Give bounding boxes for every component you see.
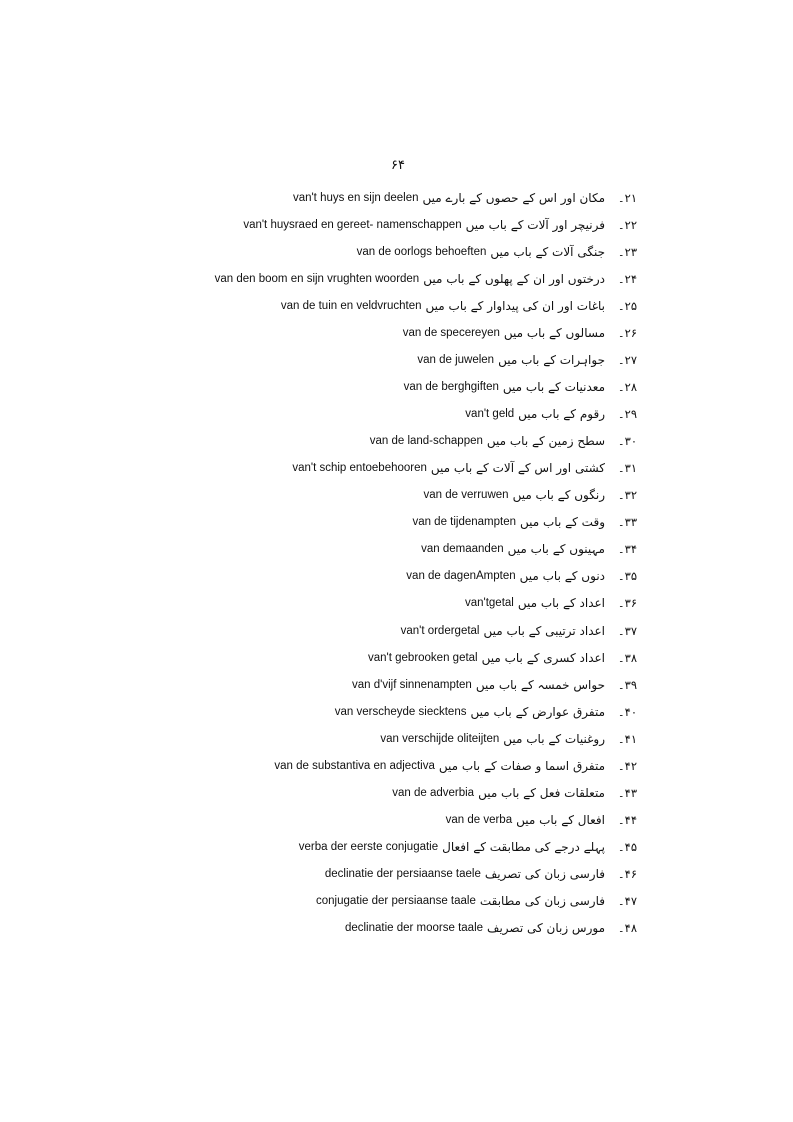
chapter-title-urdu: رقوم کے باب میں (518, 407, 605, 422)
chapter-number: ۴۴۔ (617, 812, 637, 827)
chapter-title-dutch: van verschijde oliteijten (380, 732, 500, 745)
chapter-number: ۲۴۔ (617, 271, 637, 286)
chapter-number: ۳۵۔ (617, 569, 637, 584)
chapter-entry (0, 888, 793, 915)
chapter-number: ۲۹۔ (617, 407, 637, 422)
chapter-title-dutch: van de land-schappen (369, 435, 483, 448)
chapter-title-urdu: سطح زمین کے باب میں (486, 434, 605, 449)
chapter-entry (0, 644, 793, 671)
chapter-number: ۴۰۔ (617, 704, 637, 719)
chapter-number: ۳۷۔ (617, 623, 637, 638)
chapter-title-dutch: van de berghgiften (403, 380, 499, 393)
chapter-entry (0, 184, 793, 211)
chapter-title-dutch: declinatie der persiaanse taele (324, 868, 481, 881)
chapter-title-urdu: حواس خمسہ کے باب میں (475, 677, 605, 692)
chapter-number: ۳۰۔ (617, 434, 637, 449)
chapter-title-dutch: van de verba (445, 813, 513, 826)
chapter-entry (0, 211, 793, 238)
chapter-entry (0, 752, 793, 779)
chapter-number: ۲۶۔ (617, 325, 637, 340)
chapter-title-dutch: van't gebrooken getal (368, 651, 478, 664)
chapter-title-dutch: van't huys en sijn deelen (292, 191, 419, 204)
chapter-title-urdu: مہینوں کے باب میں (507, 542, 605, 557)
chapter-number: ۲۱۔ (617, 190, 637, 205)
chapter-number: ۳۴۔ (617, 542, 637, 557)
chapter-title-dutch: van de specereyen (402, 326, 500, 339)
chapter-title-dutch: van't ordergetal (400, 624, 480, 637)
chapter-title-urdu: معدنیات کے باب میں (502, 379, 605, 394)
chapter-title-urdu: افعال کے باب میں (516, 812, 605, 827)
chapter-entry (0, 915, 793, 942)
chapter-entry (0, 319, 793, 346)
chapter-title-urdu: فرنیچر اور آلات کے باب میں (465, 217, 605, 232)
page-number: ۶۴ (391, 158, 405, 173)
chapter-title-dutch: van't geld (465, 408, 515, 421)
chapter-entry (0, 401, 793, 428)
chapter-title-dutch: van d'vijf sinnenampten (352, 678, 472, 691)
chapter-entry (0, 265, 793, 292)
chapter-number: ۳۹۔ (617, 677, 637, 692)
chapter-entry (0, 806, 793, 833)
chapter-entry (0, 725, 793, 752)
chapter-entry (0, 698, 793, 725)
chapter-number: ۳۶۔ (617, 596, 637, 611)
chapter-title-dutch: verba der eerste conjugatie (298, 841, 439, 854)
chapter-title-urdu: فارسی زبان کی مطابقت (479, 894, 605, 909)
chapter-title-urdu: متعلقات فعل کے باب میں (478, 785, 605, 800)
chapter-number: ۲۷۔ (617, 352, 637, 367)
chapter-title-urdu: متفرق اسما و صفات کے باب میں (438, 758, 605, 773)
chapter-title-urdu: باغات اور ان کی پیداوار کے باب میں (425, 298, 605, 313)
chapter-title-urdu: روغنیات کے باب میں (503, 731, 605, 746)
chapter-title-urdu: مکان اور اس کے حصوں کے بارے میں (422, 190, 605, 205)
chapter-entry (0, 617, 793, 644)
chapter-number: ۳۱۔ (617, 461, 637, 476)
chapter-title-urdu: کشتی اور اس کے آلات کے باب میں (430, 461, 605, 476)
chapter-title-urdu: فارسی زبان کی تصریف (484, 867, 605, 882)
chapter-entry (0, 482, 793, 509)
chapter-entry (0, 590, 793, 617)
chapter-list (0, 184, 793, 942)
chapter-title-dutch: van'tgetal (464, 597, 514, 610)
chapter-entry (0, 428, 793, 455)
chapter-number: ۴۵۔ (617, 840, 637, 855)
chapter-title-dutch: van de verruwen (423, 489, 509, 502)
chapter-title-dutch: van de substantiva en adjectiva (274, 759, 435, 772)
chapter-number: ۲۳۔ (617, 244, 637, 259)
chapter-title-dutch: conjugatie der persiaanse taale (316, 895, 476, 908)
chapter-title-urdu: اعداد کسری کے باب میں (481, 650, 605, 665)
chapter-title-urdu: وقت کے باب میں (520, 515, 605, 530)
chapter-entry (0, 563, 793, 590)
chapter-entry (0, 509, 793, 536)
chapter-number: ۴۲۔ (617, 758, 637, 773)
chapter-entry (0, 292, 793, 319)
chapter-title-urdu: اعداد کے باب میں (517, 596, 605, 611)
chapter-title-dutch: van de oorlogs behoeften (356, 245, 487, 258)
chapter-number: ۴۳۔ (617, 785, 637, 800)
chapter-title-dutch: van demaanden (421, 543, 504, 556)
chapter-title-urdu: مورس زبان کی تصریف (487, 921, 605, 936)
chapter-number: ۴۸۔ (617, 921, 637, 936)
chapter-title-dutch: van de tuin en veldvruchten (280, 299, 422, 312)
chapter-title-dutch: van't schip entoebehooren (292, 462, 427, 475)
chapter-title-dutch: van de dagenAmpten (406, 570, 516, 583)
chapter-number: ۳۲۔ (617, 488, 637, 503)
chapter-entry (0, 373, 793, 400)
chapter-number: ۳۸۔ (617, 650, 637, 665)
chapter-entry (0, 346, 793, 373)
chapter-number: ۲۲۔ (617, 217, 637, 232)
chapter-title-dutch: van de juwelen (417, 353, 495, 366)
chapter-title-urdu: دنوں کے باب میں (519, 569, 605, 584)
chapter-title-urdu: متفرق عوارض کے باب میں (470, 704, 605, 719)
chapter-number: ۴۱۔ (617, 731, 637, 746)
chapter-title-urdu: جنگی آلات کے باب میں (490, 244, 605, 259)
chapter-number: ۴۶۔ (617, 867, 637, 882)
chapter-number: ۴۷۔ (617, 894, 637, 909)
chapter-entry (0, 671, 793, 698)
chapter-number: ۲۵۔ (617, 298, 637, 313)
chapter-entry (0, 834, 793, 861)
chapter-title-urdu: پہلے درجے کی مطابقت کے افعال (442, 840, 605, 855)
chapter-title-dutch: van de tijdenampten (412, 516, 517, 529)
chapter-number: ۲۸۔ (617, 379, 637, 394)
chapter-title-urdu: رنگوں کے باب میں (512, 488, 605, 503)
chapter-number: ۳۳۔ (617, 515, 637, 530)
chapter-entry (0, 861, 793, 888)
chapter-title-dutch: van den boom en sijn vrughten woorden (214, 272, 420, 285)
chapter-entry (0, 238, 793, 265)
chapter-entry (0, 455, 793, 482)
chapter-title-dutch: declinatie der moorse taale (344, 922, 484, 935)
chapter-entry (0, 779, 793, 806)
chapter-title-urdu: درختوں اور ان کے پھلوں کے باب میں (423, 271, 605, 286)
chapter-title-dutch: van verscheyde siecktens (334, 705, 467, 718)
chapter-title-dutch: van de adverbia (392, 786, 475, 799)
chapter-title-urdu: جواہرات کے باب میں (498, 352, 605, 367)
chapter-title-urdu: اعداد ترتیبی کے باب میں (483, 623, 605, 638)
chapter-title-dutch: van't huysraed en gereet- namenschappen (243, 218, 462, 231)
chapter-title-urdu: مسالوں کے باب میں (503, 325, 605, 340)
chapter-entry (0, 536, 793, 563)
